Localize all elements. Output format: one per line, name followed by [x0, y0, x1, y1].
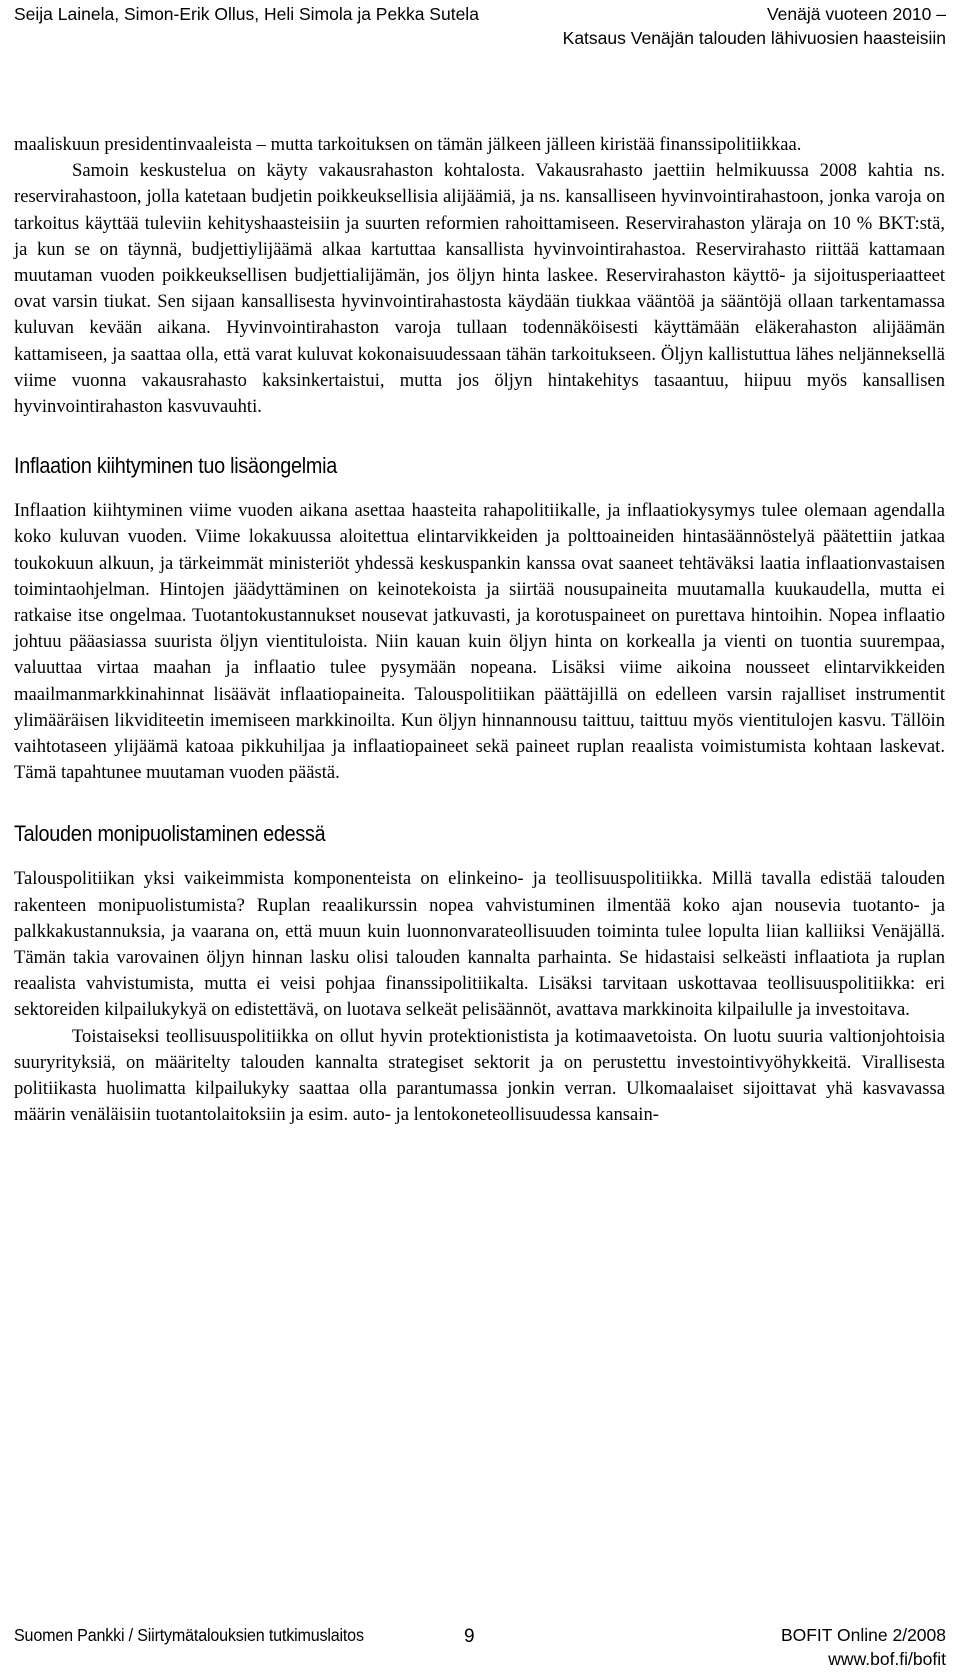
section-heading: Talouden monipuolistaminen edessä: [14, 821, 326, 847]
header-subtitle: Katsaus Venäjän talouden lähivuosien haasteisiin: [562, 28, 946, 48]
paragraph: Samoin keskustelua on käyty vakausrahaston kohtalosta. Vakausrahasto jaettiin helmikuussa 2008 kahtia ns. reservirahastoon, jolla katetaan budjetin poikkeuksellisia alijäämiä, ja ns. kansalliseen hyvinvointirahastoon, jonka varoja on tarkoitus käyttää tuleviin kehityshaasteisiin ja suurten reformien rahoittamiseen. Reservirahaston yläraja on 10 % BKT:stä, ja kun se on täynnä, budjettiylijäämä alkaa kartuttaa kansallista hyvinvointirahastoa. Reservirahasto riittää kattamaan muutaman vuoden poikkeuksellisen budjettialijämän, jos öljyn hinta laskee. Reservirahaston käyttö- ja sijoitusperiaatteet ovat varsin tiukat. Sen sijaan kansallisesta hyvinvointirahastosta käydään tiukkaa vääntöä ja sääntöjä ollaan tarkentamassa kuluvan kevään aikana. Hyvinvointirahaston varoja tullaan todennäköisesti käyttämään eläkerahaston alijäämän kattamiseen, ja saattaa olla, että varat kuluvat kokonaisuudessaan tähän tarkoitukseen. Öljyn kallistuttua lähes neljänneksellä viime vuonna vakausrahasto kaksinkertaistui, mutta jos öljyn hintakehitys tasaantuu, hiipuu myös kansallisen hyvinvointirahaston kasvuvauhti.: [14, 160, 945, 418]
page-footer: [14, 1608, 946, 1674]
body-text: [14, 132, 945, 1129]
header-title-block: [563, 2, 946, 50]
footer-publication: BOFIT Online 2/2008: [780, 1625, 946, 1645]
header-title: Venäjä vuoteen 2010 –: [766, 4, 946, 24]
footer-url: www.bof.fi/bofit: [828, 1649, 946, 1669]
footer-publication-block: [781, 1623, 946, 1671]
paragraph: maaliskuun presidentinvaaleista – mutta tarkoituksen on tämän jälkeen jälleen kiristää finanssipolitiikkaa.: [14, 134, 802, 155]
footer-institution: Suomen Pankki / Siirtymätalouksien tutkimuslaitos: [14, 1625, 364, 1645]
paragraph: Talouspolitiikan yksi vaikeimmista komponenteista on elinkeino- ja teollisuuspolitiikka. Millä tavalla edistää talouden rakenteen monipuolistumista? Ruplan reaalikurssin nopea vahvistuminen ilmentää koko ajan nousevia tuotanto- ja palkkakustannuksia, ja vaarana on, että muun kuin luonnonvarateollisuuden toiminta tulee lopulta liian kalliiksi Venäjällä. Tämän takia varovainen öljyn hinnan lasku olisi talouden kannalta parhainta. Se hidastaisi selkeästi inflaatiota ja ruplan reaalista vahvistumista, mutta ei veisi pohjaa finanssipolitiikalta. Lisäksi tarvitaan uskottavaa teollisuuspolitiikka: eri sektoreiden kilpailukykyä on edistettävä, on luotava selkeät pelisäännöt, avattava markkinoita kilpailulle ja investoitava.: [14, 868, 945, 1021]
header-authors: Seija Lainela, Simon-Erik Ollus, Heli Simola ja Pekka Sutela: [14, 4, 479, 24]
section-heading: Inflaation kiihtyminen tuo lisäongelmia: [14, 453, 337, 479]
paragraph: Toistaiseksi teollisuuspolitiikka on ollut hyvin protektionistista ja kotimaavetoista. On luotu suuria valtionjohtoisia suuryrityksiä, on määritelty talouden kannalta strategiset sektorit ja on perustettu investointivyöhykkeitä. Virallisesta politiikasta huolimatta kilpailukyky saattaa olla parantumassa jonkin verran. Ulkomaalaiset sijoittavat yhä kasvavassa määrin venäläisiin tuotantolaitoksiin ja esim. auto- ja lentokoneteollisuudessa kansain-: [14, 1025, 945, 1126]
running-header: [14, 0, 946, 56]
page-number: 9: [464, 1626, 475, 1647]
paragraph: Inflaation kiihtyminen viime vuoden aikana asettaa haasteita rahapolitiikalle, ja inflaatiokysymys tulee olemaan agendalla koko kuluvan vuoden. Viime lokakuussa aloitettua elintarvikkeiden ja polttoaineiden hintasäännöstelyä päätettiin jatkaa toukokuun alkuun, ja tärkeimmät ministeriöt yhdessä keskuspankin kanssa ovat saaneet tehtäväksi laatia inflaationvastaisen toimintaohjelman. Hintojen jäädyttäminen on keinotekoista ja siirtää nousupaineita muutamalla kuukaudella, mutta ei ratkaise itse ongelmaa. Tuotantokustannukset nousevat jatkuvasti, ja korotuspaineet on purettava hintoihin. Nopea inflaatio johtuu pääasiassa suurista öljyn vientituloista. Niin kauan kuin öljyn hinta on korkealla ja vienti on tuontia suurempaa, valuuttaa virtaa maahan ja inflaatio tulee pysymään nopeana. Lisäksi viime aikoina nousseet elintarvikkeiden maailmanmarkkinahinnat lisäävät inflaatiopaineita. Talouspolitiikan päättäjillä on edelleen varsin rajalliset instrumentit ylimääräisen likviditeetin imemiseen markkinoilta. Kun öljyn hinnannousu taittuu, taittuu myös vientitulojen kasvu. Tällöin vaihtotaseen ylijäämä katoaa pikkuhiljaa ja inflaatiopaineet sekä paineet ruplan reaalista voimistumista kohtaan laskevat. Tämä tapahtunee muutaman vuoden päästä.: [14, 500, 945, 784]
